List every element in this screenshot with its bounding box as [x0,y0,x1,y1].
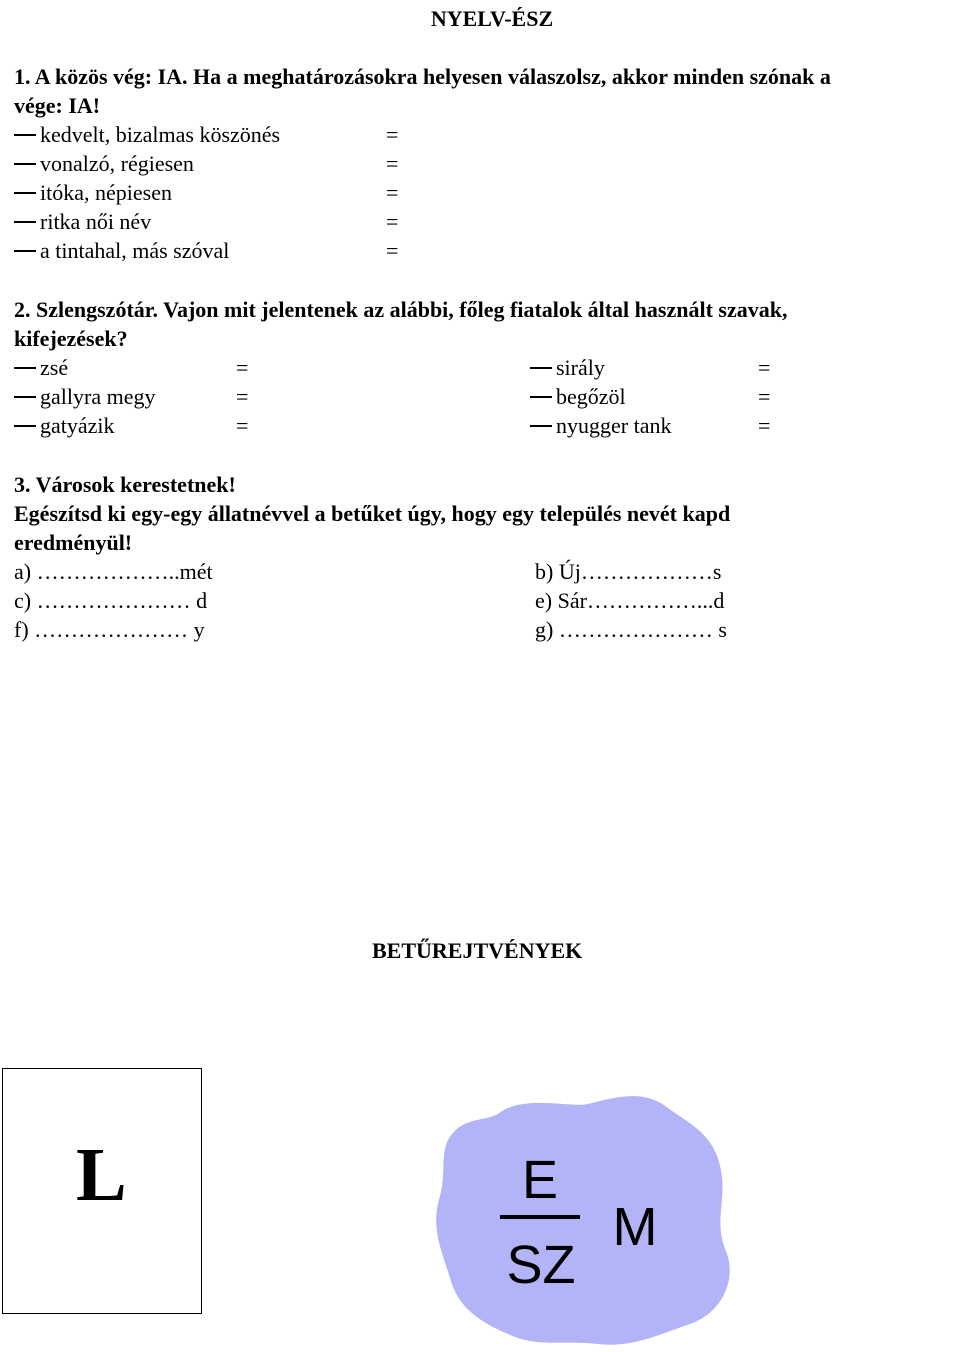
cloud-letter-bottom: SZ [506,1235,576,1295]
task1-item [14,207,151,236]
dash-bullet [14,163,36,165]
task3-blank-g: g) ………………… s [535,617,727,642]
task2-left-item [14,353,68,382]
task1-item-eq: = [386,238,399,263]
dash-bullet [14,367,36,369]
dash-bullet [14,192,36,194]
dash-bullet [14,221,36,223]
dash-bullet [530,425,552,427]
cloud-letter-side: M [612,1197,658,1257]
task3-instruction-line1: Egészítsd ki egy-egy állatnévvel a betűket úgy, hogy egy település nevét kapd [14,501,731,526]
task1-item-label: a tintahal, más szóval [40,238,230,263]
task1-item [14,120,280,149]
task1-item-eq: = [386,209,399,234]
task2-right-item [530,353,605,382]
task1-heading-line2: vége: IA! [14,93,101,118]
task2-right-item [530,382,626,411]
task2-item-eq: = [758,413,771,438]
task3-instruction-line2: eredményül! [14,530,133,555]
task3-blank-f: f) ………………… y [14,617,205,642]
task1-item [14,236,229,265]
page-title: NYELV-ÉSZ [430,6,554,31]
dash-bullet [14,396,36,398]
task2-left-item [14,411,115,440]
cloud-letter-top: E [521,1150,559,1210]
task1-heading-line1: 1. A közös vég: IA. Ha a meghatározásokra helyesen válaszolsz, akkor minden szónak a [14,64,831,89]
task1-item [14,149,194,178]
task2-item-eq: = [236,355,249,380]
task1-item-eq: = [386,122,399,147]
dash-bullet [14,250,36,252]
puzzles-heading: BETŰREJTVÉNYEK [372,938,583,963]
task2-right-item [530,411,671,440]
task2-item-label: zsé [40,355,69,380]
task1-item-eq: = [386,180,399,205]
task2-item-label: begőzöl [556,384,626,409]
task2-item-label: nyugger tank [556,413,672,438]
task2-left-item [14,382,155,411]
task2-item-eq: = [236,413,249,438]
task3-blank-a: a) ………………..mét [14,559,213,584]
task3-blank-b: b) Új………………s [535,559,722,584]
task2-item-label: gatyázik [40,413,115,438]
task2-heading-line1: 2. Szlengszótár. Vajon mit jelentenek az alábbi, főleg fiatalok által használt szavak, [14,297,788,322]
task2-item-eq: = [758,384,771,409]
task3-blank-c: c) ………………… d [14,588,208,613]
dash-bullet [14,134,36,136]
task1-item-label: itóka, népiesen [40,180,172,205]
task2-item-eq: = [758,355,771,380]
task1-item-label: ritka női név [40,209,152,234]
cloud-shape [436,1096,730,1345]
task2-item-eq: = [236,384,249,409]
dash-bullet [530,396,552,398]
puzzle-cloud [428,1086,738,1348]
puzzle-box-letter: L [76,1133,127,1217]
task3-blank-e: e) Sár……………...d [535,588,725,613]
task3-heading: 3. Városok kerestetnek! [14,472,236,497]
task1-item-eq: = [386,151,399,176]
task1-item [14,178,172,207]
task1-item-label: kedvelt, bizalmas köszönés [40,122,281,147]
dash-bullet [530,367,552,369]
task2-item-label: gallyra megy [40,384,156,409]
dash-bullet [14,425,36,427]
task1-item-label: vonalzó, régiesen [40,151,194,176]
task2-item-label: sirály [556,355,605,380]
task2-heading-line2: kifejezések? [14,326,128,351]
